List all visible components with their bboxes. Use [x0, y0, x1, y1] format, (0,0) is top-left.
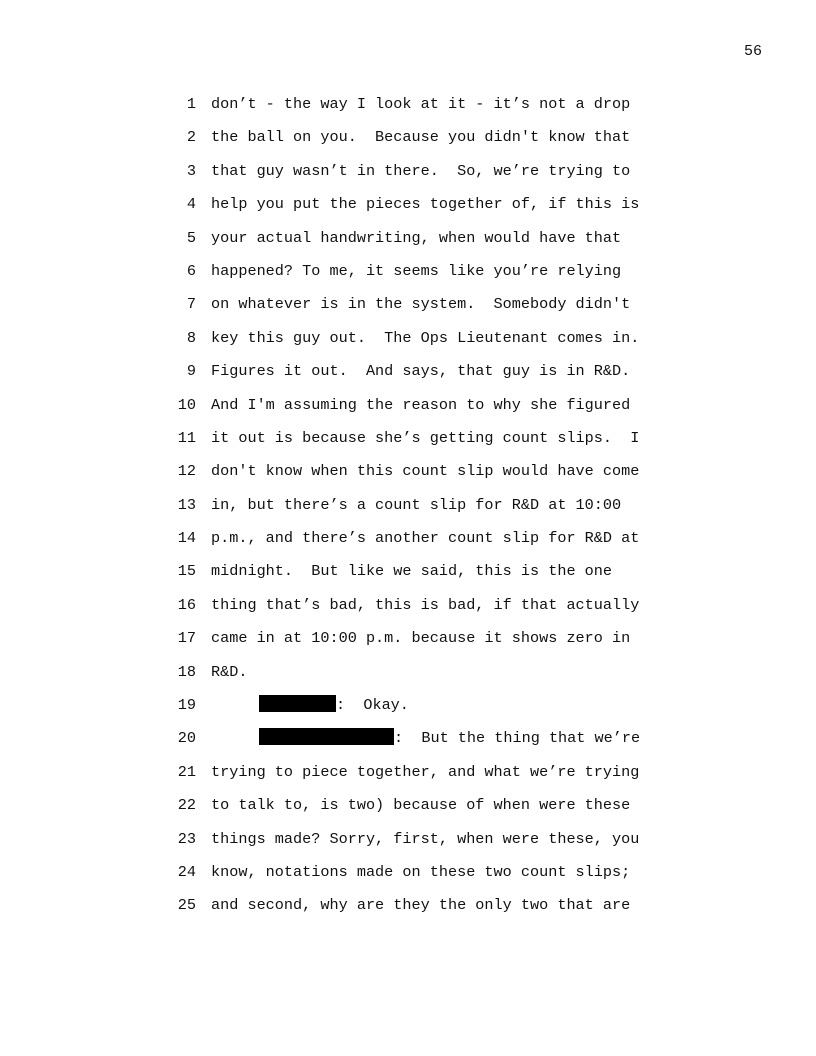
- transcript-line: [0, 494, 816, 527]
- transcript-line: [0, 93, 816, 126]
- transcript-line: [0, 160, 816, 193]
- line-number: 14: [177, 529, 196, 548]
- line-number: 15: [177, 562, 196, 581]
- line-text: R&D.: [211, 662, 248, 681]
- line-number: 11: [177, 428, 196, 447]
- line-text: and second, why are they the only two that are: [211, 896, 631, 915]
- line-text: happened? To me, it seems like you’re relying: [211, 261, 622, 280]
- line-text: key this guy out. The Ops Lieutenant comes in.: [211, 328, 640, 347]
- line-number: 13: [177, 495, 196, 514]
- transcript-line: [0, 560, 816, 593]
- line-number: 17: [177, 629, 196, 648]
- redaction-block: [259, 728, 394, 745]
- transcript-line: [0, 360, 816, 393]
- line-text: it out is because she’s getting count slips. I: [211, 428, 640, 447]
- line-number: 7: [186, 295, 196, 314]
- line-text: things made? Sorry, first, when were these, you: [211, 829, 640, 848]
- line-text: : But the thing that we’re: [394, 729, 641, 748]
- transcript-line: [0, 227, 816, 260]
- line-number: 6: [186, 261, 196, 280]
- redaction-block: [259, 695, 336, 712]
- line-text: that guy wasn’t in there. So, we’re trying to: [211, 161, 631, 180]
- line-number: 16: [177, 595, 196, 614]
- line-text: : Okay.: [336, 696, 409, 715]
- line-text: help you put the pieces together of, if this is: [211, 195, 640, 214]
- line-number: 20: [177, 729, 196, 748]
- line-text: don't know when this count slip would have come: [211, 462, 640, 481]
- transcript-line: [0, 761, 816, 794]
- line-text: And I'm assuming the reason to why she figured: [211, 395, 631, 414]
- line-text: your actual handwriting, when would have that: [211, 228, 622, 247]
- transcript-line: [0, 694, 816, 727]
- line-number: 3: [186, 161, 196, 180]
- transcript-body: [0, 93, 816, 928]
- line-text: the ball on you. Because you didn't know that: [211, 128, 631, 147]
- line-number: 24: [177, 862, 196, 881]
- line-text: thing that’s bad, this is bad, if that actually: [211, 595, 640, 614]
- transcript-line: [0, 126, 816, 159]
- line-text: came in at 10:00 p.m. because it shows zero in: [211, 629, 631, 648]
- page-number: 56: [743, 43, 762, 60]
- transcript-line: [0, 327, 816, 360]
- line-text: in, but there’s a count slip for R&D at 10:00: [211, 495, 622, 514]
- transcript-line: [0, 193, 816, 226]
- line-number: 4: [186, 195, 196, 214]
- line-number: 19: [177, 696, 196, 715]
- line-number: 1: [186, 95, 196, 113]
- line-number: 10: [177, 395, 196, 414]
- line-number: 25: [177, 896, 196, 915]
- line-text: trying to piece together, and what we’re trying: [211, 762, 640, 781]
- transcript-line: [0, 828, 816, 861]
- line-text: Figures it out. And says, that guy is in R&D.: [211, 362, 631, 381]
- line-number: 21: [177, 762, 196, 781]
- line-number: 8: [186, 328, 196, 347]
- transcript-line: [0, 627, 816, 660]
- transcript-line: [0, 394, 816, 427]
- transcript-line: [0, 293, 816, 326]
- line-number: 23: [177, 829, 196, 848]
- line-number: 22: [177, 796, 196, 815]
- line-number: 9: [186, 362, 196, 381]
- transcript-line: [0, 594, 816, 627]
- line-text: to talk to, is two) because of when were these: [211, 796, 631, 815]
- line-text: know, notations made on these two count slips;: [211, 862, 631, 881]
- transcript-line: [0, 260, 816, 293]
- speaker-line: [259, 694, 409, 716]
- line-text: don’t - the way I look at it - it’s not a drop: [211, 95, 631, 113]
- transcript-line: [0, 861, 816, 894]
- line-text: on whatever is in the system. Somebody didn't: [211, 295, 631, 314]
- line-number: 5: [186, 228, 196, 247]
- transcript-line: [0, 894, 816, 927]
- transcript-line: [0, 727, 816, 760]
- line-number: 18: [177, 662, 196, 681]
- line-number: 2: [186, 128, 196, 147]
- transcript-line: [0, 661, 816, 694]
- transcript-line: [0, 427, 816, 460]
- transcript-line: [0, 794, 816, 827]
- line-text: p.m., and there’s another count slip for R&D at: [211, 529, 640, 548]
- transcript-line: [0, 527, 816, 560]
- speaker-line: [259, 727, 640, 749]
- line-text: midnight. But like we said, this is the one: [211, 562, 613, 581]
- transcript-line: [0, 460, 816, 493]
- line-number: 12: [177, 462, 196, 481]
